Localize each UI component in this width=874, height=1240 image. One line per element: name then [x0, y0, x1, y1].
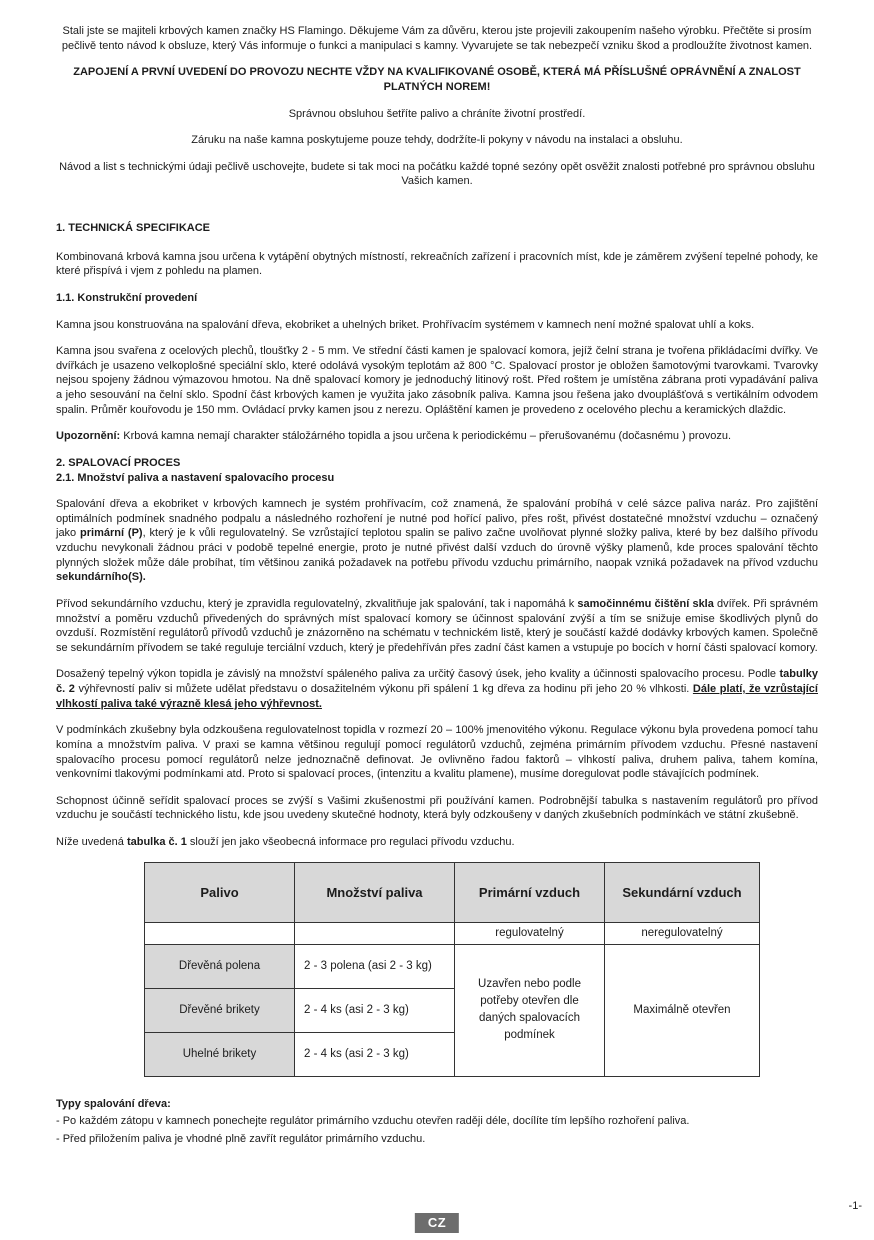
section2-1-title: 2.1. Množství paliva a nastavení spalovacího procesu	[56, 471, 335, 484]
section2-paragraph-4: V podmínkách zkušebny byla odzkoušena regulovatelnost topidla v rozmezí 20 – 100% jmenovitého výkonu. Regulace výkonu byla provedena pomocí tahu komína a množstvím paliva. V praxi se kamna většinou regulují pomocí regulátorů vzduchů, zejména primárním přívodem vzduchu. Přesné nastavení spalovacího procesu pomocí regulátorů nelze jednoznačně definovat. Je ovlivněno řadou faktorů – vlhkostí paliva, druhem paliva, tahem komína, venkovními tlakovými podmínkami atd. Proto si spalovací proces, (intenzitu a kvalitu plamene), musíme doregulovat podle stávajících podmínek.	[56, 724, 818, 781]
text-segment-bold: sekundárního(S).	[56, 571, 146, 584]
text-segment: Spalování dřeva a ekobriket v krbových kamnech je systém prohřívacím, což znamená, že spalování probíhá v celé sázce paliva naráz. Pro zajištění optimálních podmínek snadného podpalu a následného rozhoření je nutné pod hořící palivo, přes rošt, přivést dostatečné množství vzduchu – označený jako	[56, 498, 818, 540]
section2-paragraph-5: Schopnost účinně seřídit spalovací proces se zvýší s Vašimi zkušenostmi při používání kamen. Podrobnější tabulka s nastavením regulátorů pro přívod vzduchu je součástí technického listu, kde jsou uvedeny skutečné hodnoty, která byly odzkoušeny v daných zkušebních podmínkách ve státní zkušebně.	[56, 794, 818, 822]
table-cell-empty	[145, 922, 295, 944]
intro-paragraph-1: Stali jste se majiteli krbových kamen značky HS Flamingo. Děkujeme Vám za důvěru, kterou jste projevili zakoupením našeho výrobku. Přečtěte si prosím pečlivě tento návod k obsluze, který Vás informuje o funkci a manipulaci s kamny. Vyvarujete se tak nebezpečí vzniku škod a prodloužíte životnost kamen.	[61, 25, 813, 52]
note-text: Krbová kamna nemají charakter stáložárného topidla a jsou určena k periodickému – přerušovanému (dočasnému ) provozu.	[120, 430, 731, 443]
page-number: -1-	[848, 1200, 862, 1212]
table-header-secondary-air: Sekundární vzduch	[605, 862, 760, 922]
section1-title: 1. TECHNICKÁ SPECIFIKACE	[56, 222, 211, 234]
tips-title: Typy spalování dřeva:	[56, 1097, 171, 1110]
section1-note	[56, 429, 818, 444]
table-header-amount: Množství paliva	[295, 862, 455, 922]
language-badge: CZ	[415, 1213, 459, 1233]
table-cell-fuel: Dřevěná polena	[145, 944, 295, 988]
section1-1-paragraph-2: Kamna jsou svařena z ocelových plechů, tloušťky 2 - 5 mm. Ve střední části kamen je spalovací komora, jejíž čelní strana je tvořena přikládacími dvířky. Ve dvířkách je usazeno velkoplošné speciální sklo, které odolává vysokým teplotám až 800 °C. Spalovací prostor je obložen šamotovými tvarovkami. Tvarovky nejsou spojeny žádnou výmazovou hmotou. Na dně spalovací komory je jednoduchý litinový rošt. Před roštem je umístěna zábrana proti vypadávání paliva a jeho sesouvání na čelní sklo. Spodní část krbových kamen je využita jako zásobník paliva. Kamna jsou řešena jako dvouplášťová s vertikálním odvodem spalin. Průměr kouřovodu je 150 mm. Ovládací prvky kamen jsou z nerezu. Opláštění kamen je provedeno z ocelového plechu a keramických dlaždic.	[56, 345, 818, 416]
text-segment: Dosažený tepelný výkon topidla je závislý na množství spáleného paliva za určitý časový úsek, jeho kvality a účinnosti spalovacího procesu. Podle	[56, 668, 780, 681]
table-cell-secondary-note: Maximálně otevřen	[605, 944, 760, 1076]
text-segment: , který je k vůli regulovatelný. Se vzrůstající teplotou spalin se palivo začne uvolňovat plynné složky paliva, které by bez dalšího přívodu vzduchu nevykonali žádnou práci v podobě tepelné energie, proto je nutné přivést další vzduch do úrovně výšky plamenů, kde proces spalování těchto plynných složek může dále probíhat, tím většinou zaniká požadavek na potřebu přívodu vzduchu primárního, naopak vzniká požadavek na přívod vzduchu	[56, 527, 818, 569]
air-regulation-table	[144, 862, 760, 1077]
intro-paragraph-3: Správnou obsluhou šetříte palivo a chráníte životní prostředí.	[288, 107, 586, 120]
intro-warning-paragraph: ZAPOJENÍ A PRVNÍ UVEDENÍ DO PROVOZU NECHTE VŽDY NA KVALIFIKOVANÉ OSOBĚ, KTERÁ MÁ PŘÍSLUŠNÉ OPRÁVNĚNÍ A ZNALOST PLATNÝCH NOREM!	[73, 66, 801, 93]
intro-paragraph-5: Návod a list s technickými údaji pečlivě uschovejte, budete si tak moci na počátku každé topné sezóny opět osvěžit znalosti potřebné pro správnou obsluhu Vašich kamen.	[59, 160, 815, 188]
section2-paragraph-1	[56, 497, 818, 585]
table-cell-amount: 2 - 4 ks (asi 2 - 3 kg)	[295, 1032, 455, 1076]
text-segment-bold: tabulka č. 1	[126, 836, 187, 848]
note-label: Upozornění:	[56, 430, 121, 443]
table-cell-amount: 2 - 4 ks (asi 2 - 3 kg)	[295, 988, 455, 1032]
table-row-logs	[145, 944, 760, 988]
table-header-fuel: Palivo	[145, 862, 295, 922]
tips-item-2: - Před přiložením paliva je vhodné plně zavřít regulátor primárního vzduchu.	[56, 1132, 426, 1145]
text-segment: dvířek. Při správném množství a poměru vzduchů přivedených do správných míst spalovací komory se účinnost spalování zvýší a tím se snižuje emise škodlivých plynů do ovzduší. Rozmístění regulátorů přívodů vzduchů je znázorněno na schématu v technickém listě, který je součástí každé dodávky krbových kamen. Společně se sekundárním přívodem se také reguluje terciální vzduch, který je předehříván přes zadní část kamen a vstupuje po bocích v horní části spalovací komory.	[56, 597, 818, 654]
wood-burning-tips	[56, 1097, 818, 1148]
text-segment-bold: primární (P)	[80, 527, 143, 540]
table-header-primary-air: Primární vzduch	[455, 862, 605, 922]
table-cell-empty	[295, 922, 455, 944]
section2-paragraph-3	[56, 667, 818, 711]
table-cell-fuel: Dřevěné brikety	[145, 988, 295, 1032]
table-cell-primary-mode: regulovatelný	[455, 922, 605, 944]
table-cell-primary-note: Uzavřen nebo podle potřeby otevřen dle daných spalovacích podmínek	[455, 944, 605, 1076]
tips-item-1: - Po každém zátopu v kamnech ponechejte regulátor primárního vzduchu otevřen raději déle, docílíte tím lepšího rozhoření paliva.	[56, 1115, 690, 1128]
table-cell-amount: 2 - 3 polena (asi 2 - 3 kg)	[295, 944, 455, 988]
table-header-row	[145, 862, 760, 922]
section2-title: 2. SPALOVACÍ PROCES	[56, 456, 181, 469]
section1-1-paragraph-1: Kamna jsou konstruována na spalování dřeva, ekobriket a uhelných briket. Prohřívacím systémem v kamnech není možné spalovat uhlí a koks.	[56, 318, 755, 331]
table-mode-row	[145, 922, 760, 944]
text-segment: Přívod sekundárního vzduchu, který je zpravidla regulovatelný, zkvalitňuje jak spalování, tak i napomáhá k	[56, 597, 578, 610]
section1-paragraph-1: Kombinovaná krbová kamna jsou určena k vytápění obytných místností, rekreačních zařízení i pracovních míst, kde je záměrem zvýšení tepelné pohody, ke které přispívá i vjem z pohledu na plamen.	[56, 250, 818, 278]
section1-1-title: 1.1. Konstrukční provedení	[56, 291, 198, 304]
section2-paragraph-2	[56, 597, 818, 656]
text-segment-bold: tabulky č. 2	[56, 668, 818, 695]
text-segment: Níže uvedená	[56, 836, 127, 848]
text-segment: výhřevností paliv si můžete udělat představu o dosažitelném výkonu při spálení 1 kg dřeva za hodinu při jeho 20 % vlhkosti.	[74, 683, 693, 695]
section2-paragraph-6	[56, 835, 818, 850]
text-segment-bold: samočinnému čištění skla	[577, 597, 714, 610]
text-segment: slouží jen jako všeobecná informace pro regulaci přívodu vzduchu.	[186, 836, 515, 848]
table-cell-fuel: Uhelné brikety	[145, 1032, 295, 1076]
intro-paragraph-4: Záruku na naše kamna poskytujeme pouze tehdy, dodržíte-li pokyny v návodu na instalaci a obsluhu.	[191, 134, 683, 147]
table-cell-secondary-mode: neregulovatelný	[605, 922, 760, 944]
text-segment-bold-underline: Dále platí, že vzrůstající vlhkostí paliva také výrazně klesá jeho výhřevnost.	[56, 683, 818, 710]
